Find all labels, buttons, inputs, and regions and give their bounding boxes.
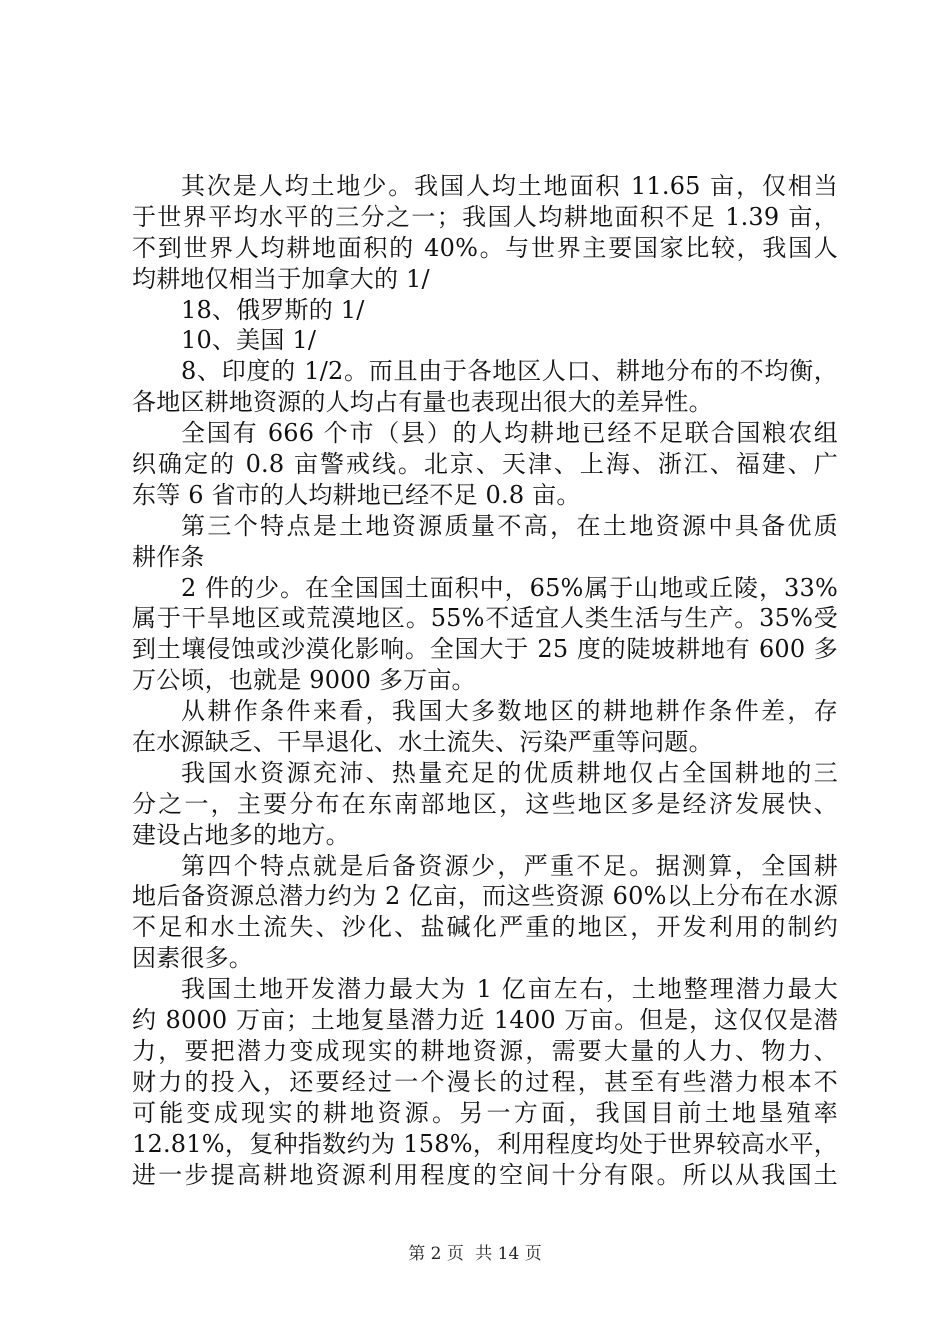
text-line: 织确定的 0.8 亩警戒线。北京、天津、上海、浙江、福建、广 (132, 450, 838, 479)
text-line: 18、俄罗斯的 1/ (181, 295, 365, 324)
text-line: 属于干旱地区或荒漠地区。55%不适宜人类生活与生产。35%受 (132, 604, 838, 633)
text-line: 12.81%，复种指数约为 158%，利用程度均处于世界较高水平， (132, 1129, 838, 1158)
text-line: 10、美国 1/ (181, 326, 317, 355)
text-line: 因素很多。 (132, 944, 253, 973)
page-number: 第 2 页 (408, 1244, 464, 1264)
text-line: 财力的投入，还要经过一个漫长的过程，甚至有些潜力根本不 (132, 1067, 838, 1096)
text-line: 力，要把潜力变成现实的耕地资源，需要大量的人力、物力、 (132, 1036, 838, 1065)
text-line: 2 件的少。在全国国土面积中，65%属于山地或丘陵，33% (181, 573, 838, 602)
text-line: 可能变成现实的耕地资源。另一方面，我国目前土地垦殖率 (132, 1098, 838, 1127)
text-line: 东等 6 省市的人均耕地已经不足 0.8 亩。 (132, 480, 581, 509)
text-line: 我国土地开发潜力最大为 1 亿亩左右，土地整理潜力最大 (181, 975, 838, 1004)
document-body (132, 171, 838, 1190)
text-line: 我国水资源充沛、热量充足的优质耕地仅占全国耕地的三 (181, 758, 838, 787)
text-line: 万公顷，也就是 9000 多万亩。 (132, 666, 476, 695)
page-total: 共 14 页 (475, 1244, 542, 1264)
text-line: 在水源缺乏、干旱退化、水土流失、污染严重等问题。 (132, 728, 713, 757)
text-line: 进一步提高耕地资源利用程度的空间十分有限。所以从我国土 (132, 1160, 838, 1189)
text-line: 第四个特点就是后备资源少，严重不足。据测算，全国耕 (181, 851, 838, 880)
text-line: 其次是人均土地少。我国人均土地面积 11.65 亩，仅相当 (181, 172, 838, 200)
text-line: 不到世界人均耕地面积的 40%。与世界主要国家比较，我国人 (132, 233, 838, 262)
page-footer (0, 1243, 950, 1265)
text-line: 耕作条 (132, 542, 205, 571)
text-line: 均耕地仅相当于加拿大的 1/ (132, 264, 430, 293)
text-line: 各地区耕地资源的人均占有量也表现出很大的差异性。 (132, 388, 713, 417)
text-line: 分之一，主要分布在东南部地区，这些地区多是经济发展快、 (132, 789, 838, 818)
text-line: 建设占地多的地方。 (132, 820, 350, 849)
text-line: 约 8000 万亩；土地复垦潜力近 1400 万亩。但是，这仅仅是潜 (132, 1006, 838, 1035)
text-line: 从耕作条件来看，我国大多数地区的耕地耕作条件差，存 (181, 697, 838, 726)
text-line: 不足和水土流失、沙化、盐碱化严重的地区，开发利用的制约 (132, 913, 838, 942)
text-line: 地后备资源总潜力约为 2 亿亩，而这些资源 60%以上分布在水源 (132, 882, 838, 911)
text-line: 全国有 666 个市（县）的人均耕地已经不足联合国粮农组 (181, 419, 838, 448)
text-line: 于世界平均水平的三分之一；我国人均耕地面积不足 1.39 亩， (132, 202, 838, 231)
text-line: 到土壤侵蚀或沙漠化影响。全国大于 25 度的陡坡耕地有 600 多 (132, 635, 838, 664)
text-line: 第三个特点是土地资源质量不高，在土地资源中具备优质 (181, 511, 838, 540)
text-line: 8、印度的 1/2。而且由于各地区人口、耕地分布的不均衡， (181, 357, 838, 386)
